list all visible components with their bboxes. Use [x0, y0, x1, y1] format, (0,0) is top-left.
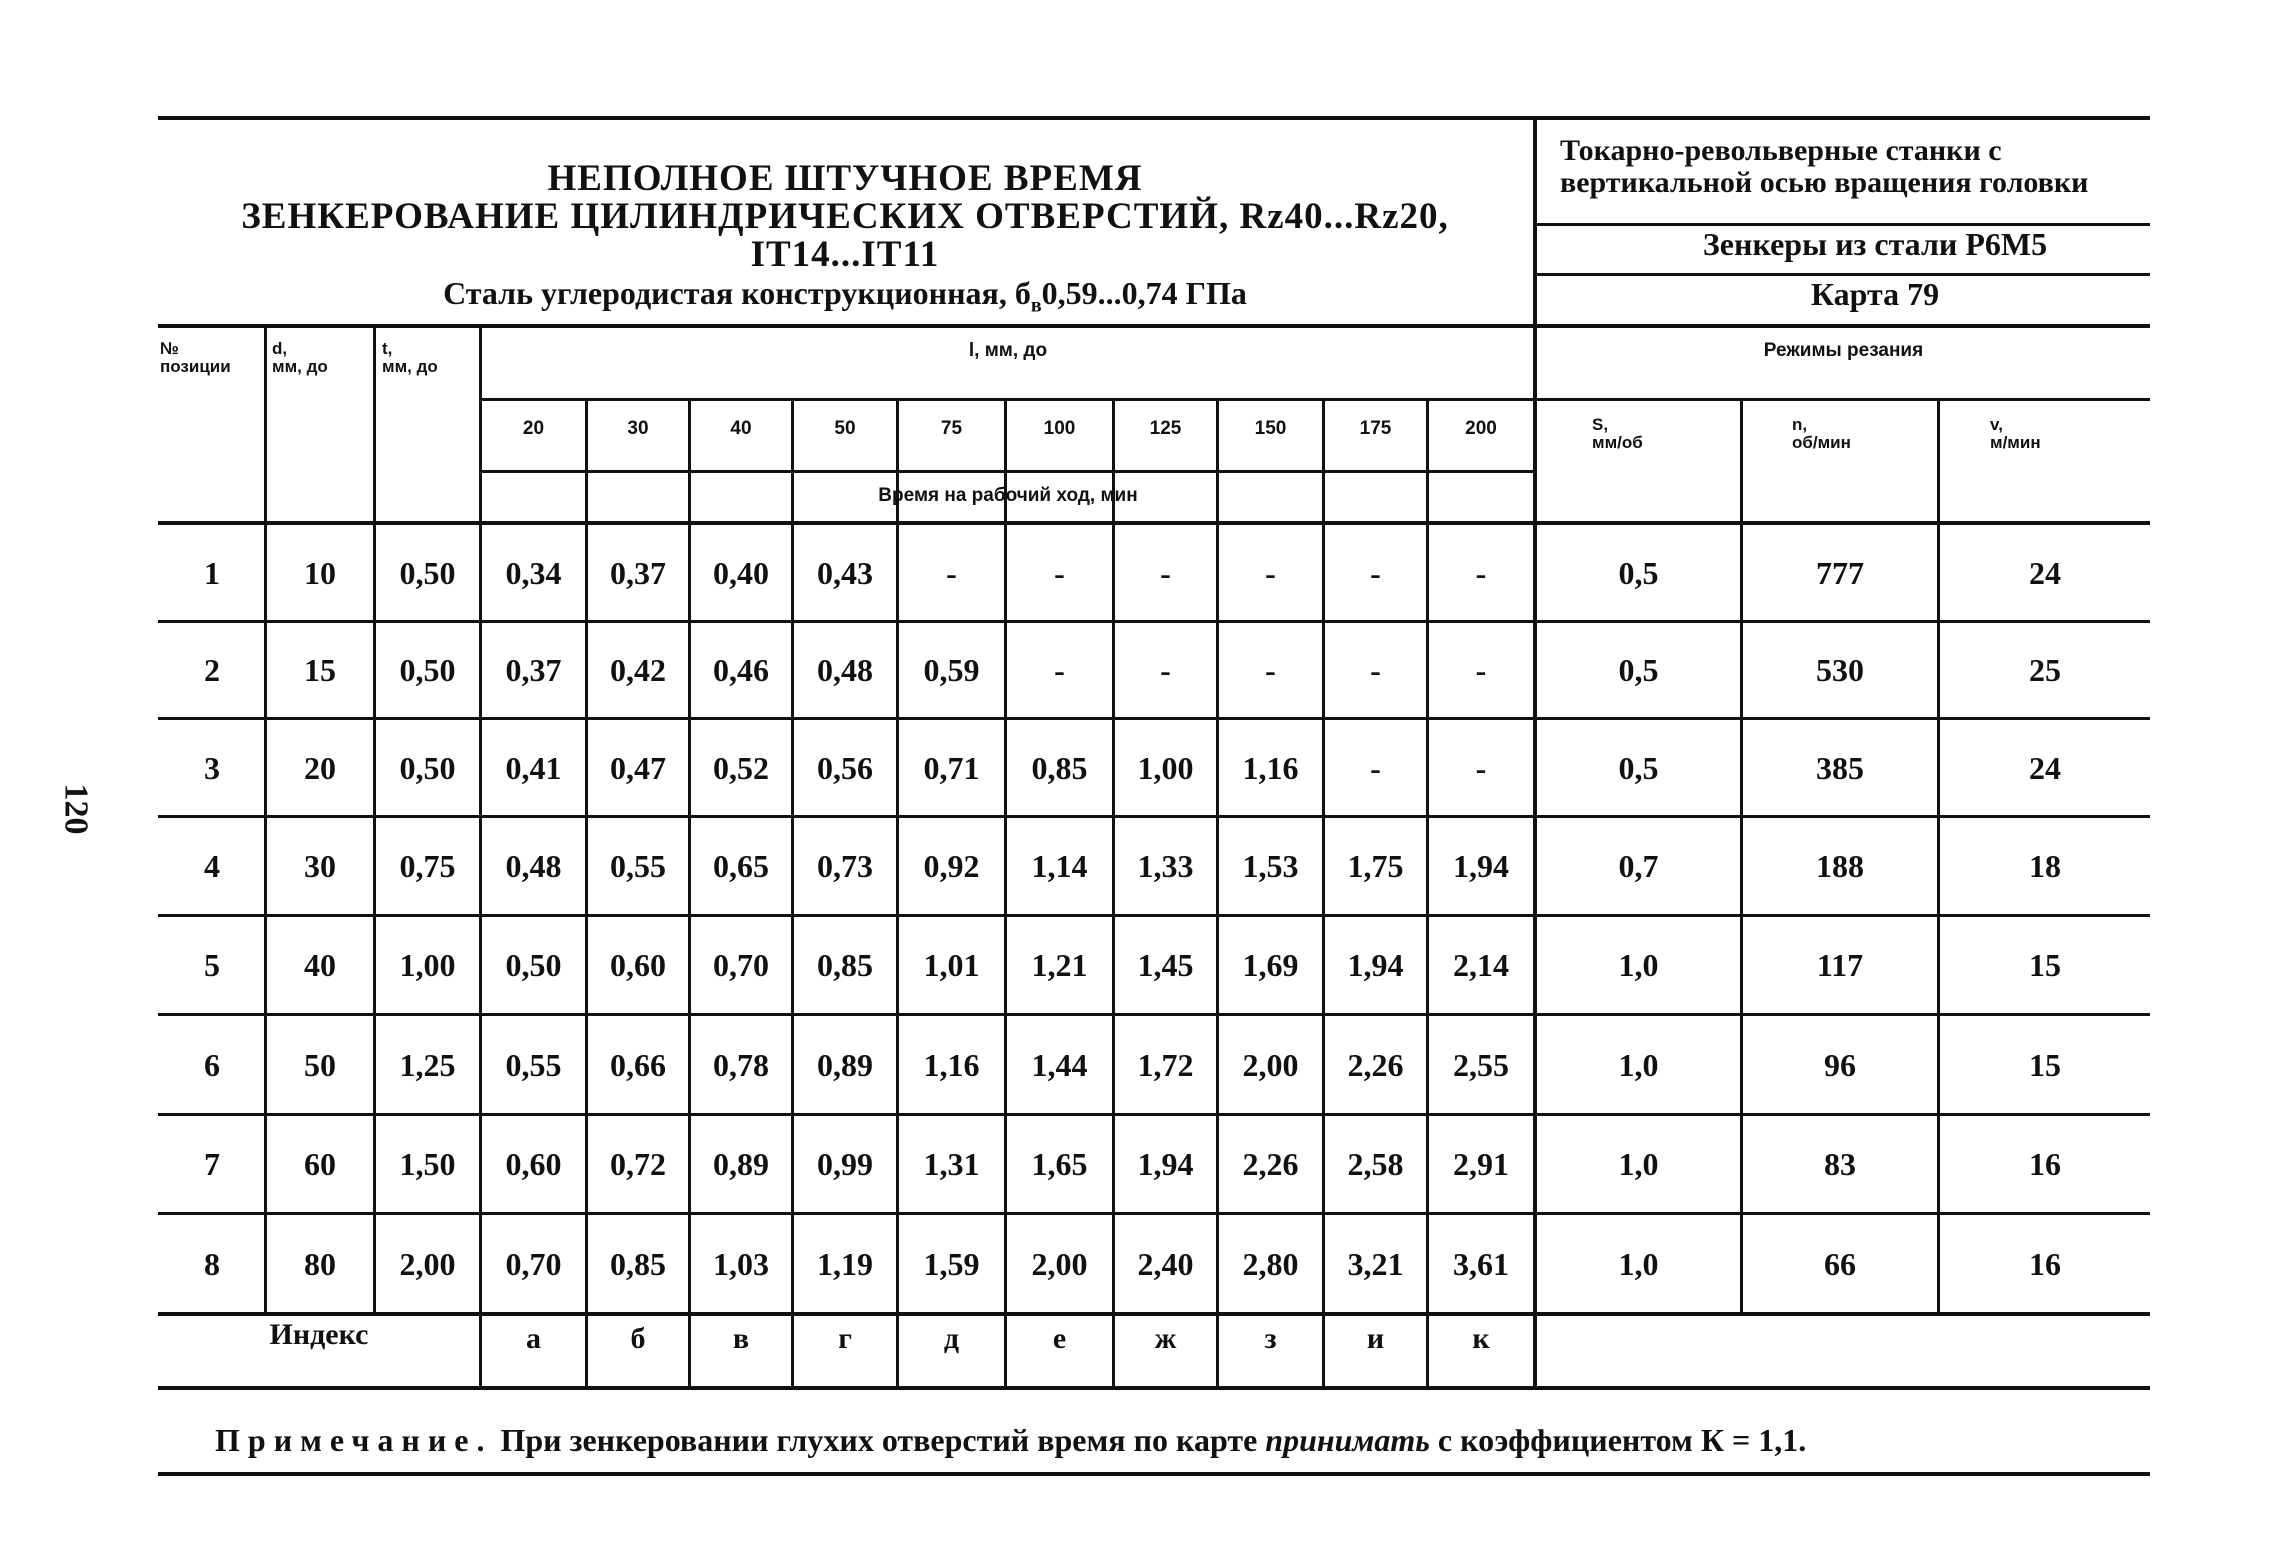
- cell-time: 0,73: [817, 848, 873, 884]
- vrule-l4: [896, 398, 899, 1390]
- header-l-value: 100: [1043, 418, 1076, 439]
- cell-time: 0,60: [610, 947, 666, 983]
- header-l-value: 20: [522, 418, 545, 439]
- cell-time: 1,45: [1137, 947, 1194, 983]
- cell-t: 0,50: [399, 554, 456, 591]
- cell-time: 1,53: [1242, 848, 1299, 884]
- cell-time: 0,55: [505, 1046, 562, 1083]
- rule-index-top: [158, 1312, 2150, 1316]
- index-letter: ж: [1154, 1322, 1177, 1355]
- cell-time: 1,33: [1137, 848, 1194, 884]
- title-block: [160, 160, 1530, 324]
- cell-time: 2,80: [1242, 1245, 1299, 1282]
- cell-pos: 6: [204, 1046, 220, 1083]
- cell-time: -: [1054, 652, 1065, 688]
- cell-time: 0,89: [713, 1146, 769, 1182]
- cell-time: 0,56: [817, 749, 873, 786]
- cell-time: 0,48: [505, 848, 562, 884]
- cell-s: 0,5: [1618, 652, 1659, 688]
- title-line-3: Сталь углеродистая конструкционная, $б_в0,59...0,74$ ГПа: [443, 275, 1247, 317]
- cell-time: 0,55: [610, 848, 666, 884]
- index-letter: г: [838, 1322, 852, 1355]
- cell-time: 1,72: [1137, 1046, 1194, 1083]
- machine-type: Токарно-револьверные станки с вертикальной осью вращения головки: [1560, 134, 2089, 199]
- cell-s: 1,0: [1618, 1046, 1659, 1083]
- rule-note-bottom: [158, 1472, 2150, 1476]
- cell-time: -: [1370, 749, 1381, 786]
- cell-time: 2,14: [1453, 947, 1509, 983]
- header-s: S, мм/об: [1592, 415, 1643, 452]
- cell-s: 1,0: [1618, 1245, 1659, 1282]
- vrule-l7: [1216, 398, 1219, 1390]
- cell-time: -: [1475, 652, 1487, 688]
- cell-d: 20: [304, 749, 336, 786]
- cell-time: 1,75: [1347, 848, 1404, 884]
- card-number: Карта 79: [1810, 276, 1940, 312]
- cell-time: 1,94: [1137, 1146, 1194, 1182]
- cell-time: 0,71: [923, 749, 980, 786]
- cell-time: 0,85: [610, 1245, 666, 1282]
- header-n: n, об/мин: [1792, 415, 1851, 452]
- header-l-value: 75: [940, 418, 963, 439]
- cell-time: 0,70: [505, 1245, 562, 1282]
- cell-time: -: [1265, 652, 1276, 688]
- cell-d: 80: [304, 1245, 336, 1282]
- rule-row-6: [158, 1113, 2150, 1116]
- cell-time: 1,69: [1242, 947, 1299, 983]
- cell-time: 0,85: [1031, 749, 1088, 786]
- rule-l-values-bottom: [481, 470, 1537, 473]
- cell-t: 0,75: [399, 848, 456, 884]
- cell-s: 0,5: [1618, 554, 1659, 591]
- cell-time: 2,00: [1242, 1046, 1299, 1083]
- header-l-group: l, мм, до: [968, 340, 1048, 361]
- cell-t: 0,50: [399, 652, 456, 688]
- cell-n: 777: [1816, 554, 1864, 591]
- cell-time: 2,55: [1453, 1046, 1509, 1083]
- vrule-l9: [1426, 398, 1429, 1390]
- cell-n: 117: [1816, 947, 1864, 983]
- cell-n: 96: [1824, 1046, 1856, 1083]
- rule-l-values-top: [481, 398, 2150, 401]
- vrule-l1: [585, 398, 588, 1390]
- cell-t: 1,00: [399, 947, 456, 983]
- header-l-value: 40: [730, 418, 752, 439]
- cell-time: 1,03: [713, 1245, 769, 1282]
- header-v: v, м/мин: [1990, 415, 2041, 452]
- header-l-value: 175: [1359, 418, 1392, 439]
- header-modes-group: Режимы резания: [1763, 340, 1924, 361]
- cell-time: 1,59: [923, 1245, 980, 1282]
- header-l-value: 200: [1465, 418, 1497, 439]
- cell-time: 3,61: [1453, 1245, 1509, 1282]
- cell-d: 60: [304, 1146, 336, 1182]
- cell-pos: 8: [204, 1245, 220, 1282]
- cell-pos: 2: [204, 652, 220, 688]
- vrule-l8: [1322, 398, 1325, 1390]
- cell-time: -: [1370, 652, 1381, 688]
- cell-time: 0,42: [610, 652, 666, 688]
- rule-row-5: [158, 1013, 2150, 1016]
- header-d: d, мм, до: [272, 339, 328, 376]
- cell-time: -: [1370, 554, 1381, 591]
- cell-time: 0,59: [923, 652, 980, 688]
- rule-top: [158, 116, 2150, 120]
- cell-time: 0,72: [610, 1146, 666, 1182]
- cell-time: -: [1475, 554, 1487, 591]
- cell-time: 0,66: [610, 1046, 666, 1083]
- index-label: Индекс: [269, 1318, 369, 1351]
- tool-material: Зенкеры из стали Р6М5: [1702, 226, 2048, 262]
- cell-time: 2,58: [1347, 1146, 1404, 1182]
- cell-time: 0,92: [923, 848, 980, 884]
- header-t: t, мм, до: [382, 339, 438, 376]
- index-letter: и: [1366, 1322, 1385, 1355]
- cell-time: 1,94: [1347, 947, 1404, 983]
- rule-header-bottom: [158, 521, 2150, 525]
- cell-d: 30: [304, 848, 336, 884]
- cell-n: 83: [1824, 1146, 1856, 1182]
- cell-time: 1,44: [1031, 1046, 1088, 1083]
- cell-s: 0,5: [1618, 749, 1659, 786]
- cell-time: 1,00: [1137, 749, 1194, 786]
- note: Примечание. При зенкеровании глухих отверстий время по карте принимать с коэффициентом К = 1,1.: [215, 1422, 1807, 1458]
- header-l-value: 30: [627, 418, 649, 439]
- title-line-2: ЗЕНКЕРОВАНИЕ ЦИЛИНДРИЧЕСКИХ ОТВЕРСТИЙ, Rz40...Rz20, IT14...IT11: [241, 196, 1449, 275]
- vrule-l2: [688, 398, 691, 1390]
- vrule-l6: [1112, 398, 1115, 1390]
- cell-time: 1,14: [1031, 848, 1088, 884]
- cell-time: 1,31: [923, 1146, 980, 1182]
- cell-time: 2,91: [1453, 1146, 1509, 1182]
- cell-n: 188: [1816, 848, 1864, 884]
- cell-time: -: [946, 554, 957, 591]
- cell-time: 2,40: [1137, 1245, 1194, 1282]
- cell-v: 15: [2029, 947, 2061, 983]
- cell-t: 1,50: [399, 1146, 456, 1182]
- cell-time: 0,41: [505, 749, 562, 786]
- cell-v: 18: [2029, 848, 2061, 884]
- cell-time: 0,78: [713, 1046, 769, 1083]
- header-pos: № позиции: [160, 339, 231, 376]
- cell-pos: 3: [204, 749, 220, 786]
- cell-v: 24: [2029, 749, 2061, 786]
- header-l-value: 150: [1254, 418, 1287, 439]
- cell-n: 66: [1824, 1245, 1856, 1282]
- cell-time: 0,34: [505, 554, 562, 591]
- rule-row-7: [158, 1212, 2150, 1215]
- cell-d: 50: [304, 1046, 336, 1083]
- header-l-value: 50: [834, 418, 856, 439]
- cell-d: 10: [304, 554, 336, 591]
- rule-row-3: [158, 815, 2150, 818]
- cell-pos: 4: [204, 848, 220, 884]
- cell-time: 0,89: [817, 1046, 873, 1083]
- cell-time: 1,94: [1453, 848, 1509, 884]
- index-letter: з: [1264, 1322, 1277, 1355]
- cell-v: 25: [2029, 652, 2061, 688]
- index-letter: в: [732, 1322, 750, 1355]
- cell-time: 0,50: [505, 947, 562, 983]
- cell-time: -: [1265, 554, 1276, 591]
- header-time-group: Время на рабочий ход, мин: [878, 485, 1138, 506]
- cell-time: -: [1475, 749, 1487, 786]
- title-line-1: НЕПОЛНОЕ ШТУЧНОЕ ВРЕМЯ: [547, 158, 1143, 199]
- cell-s: 1,0: [1618, 947, 1659, 983]
- cell-n: 385: [1816, 749, 1864, 786]
- cell-pos: 1: [204, 554, 220, 591]
- cell-time: 3,21: [1347, 1245, 1404, 1282]
- cell-t: 2,00: [399, 1245, 456, 1282]
- cell-time: 1,65: [1031, 1146, 1088, 1182]
- index-letter: к: [1472, 1322, 1490, 1355]
- cell-v: 16: [2029, 1146, 2061, 1182]
- cell-time: 2,26: [1347, 1046, 1404, 1083]
- vrule-l3: [791, 398, 794, 1390]
- cell-time: 1,19: [817, 1245, 873, 1282]
- cell-time: 0,37: [610, 554, 666, 591]
- rule-header-top: [158, 324, 2150, 328]
- cell-time: 0,99: [817, 1146, 873, 1182]
- cell-time: -: [1160, 652, 1171, 688]
- cell-time: 2,26: [1242, 1146, 1299, 1182]
- cell-s: 0,7: [1618, 848, 1659, 884]
- cell-v: 16: [2029, 1245, 2061, 1282]
- cell-d: 15: [304, 652, 336, 688]
- cell-time: 1,01: [923, 947, 980, 983]
- rule-row-1: [158, 620, 2150, 623]
- cell-time: 0,70: [713, 947, 769, 983]
- cell-time: 0,40: [713, 554, 769, 591]
- cell-time: 0,48: [817, 652, 873, 688]
- cell-time: 1,16: [923, 1046, 980, 1083]
- cell-time: 0,37: [505, 652, 562, 688]
- index-letter: а: [526, 1322, 541, 1355]
- cell-time: 0,47: [610, 749, 666, 786]
- cell-v: 24: [2029, 554, 2061, 591]
- rule-index-bottom: [158, 1386, 2150, 1390]
- cell-time: -: [1160, 554, 1171, 591]
- cell-time: 1,16: [1242, 749, 1299, 786]
- rule-row-2: [158, 717, 2150, 720]
- index-letter: е: [1052, 1322, 1067, 1355]
- cell-time: 2,00: [1031, 1245, 1088, 1282]
- cell-time: 0,52: [713, 749, 769, 786]
- cell-pos: 7: [204, 1146, 220, 1182]
- cell-n: 530: [1816, 652, 1864, 688]
- cell-time: 0,43: [817, 554, 873, 591]
- index-letter: д: [943, 1322, 960, 1355]
- cell-time: 0,60: [505, 1146, 562, 1182]
- cell-time: -: [1054, 554, 1065, 591]
- cell-v: 15: [2029, 1046, 2061, 1083]
- rule-row-4: [158, 914, 2150, 917]
- cell-time: 0,85: [817, 947, 873, 983]
- cell-t: 0,50: [399, 749, 456, 786]
- index-letter: б: [630, 1322, 646, 1355]
- cell-t: 1,25: [399, 1046, 456, 1083]
- vrule-l5: [1004, 398, 1007, 1390]
- cell-d: 40: [304, 947, 336, 983]
- cell-s: 1,0: [1618, 1146, 1659, 1182]
- header-l-value: 125: [1149, 418, 1182, 439]
- cell-pos: 5: [204, 947, 220, 983]
- page-number: 120: [57, 783, 95, 835]
- cell-time: 1,21: [1031, 947, 1088, 983]
- cell-time: 0,46: [713, 652, 769, 688]
- cell-time: 0,65: [713, 848, 769, 884]
